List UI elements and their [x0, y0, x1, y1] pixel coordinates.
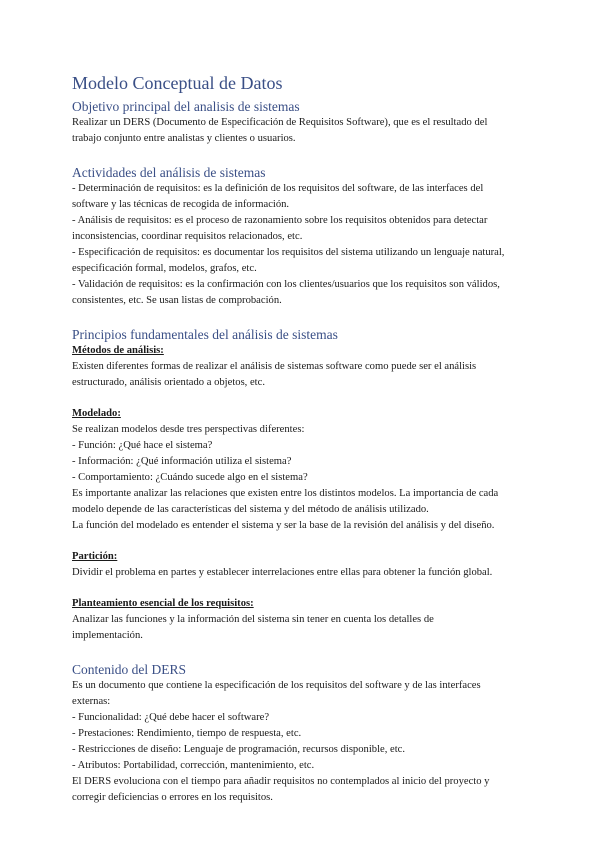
paragraph-line: - Especificación de requisitos: es documentar los requisitos del sistema utilizando un lenguaje natural, [72, 247, 505, 258]
paragraph-line: - Comportamiento: ¿Cuándo sucede algo en el sistema? [72, 472, 308, 483]
paragraph-line: trabajo conjunto entre analistas y clientes o usuarios. [72, 133, 296, 144]
paragraph-line: - Restricciones de diseño: Lenguaje de programación, recursos disponible, etc. [72, 744, 406, 755]
subsection-planteamiento [72, 596, 532, 644]
paragraph-line: inconsistencias, coordinar requisitos relacionados, etc. [72, 231, 303, 242]
paragraph-line: Analizar las funciones y la información del sistema sin tener en cuenta los detalles de [72, 614, 434, 625]
document-title: Modelo Conceptual de Datos [72, 73, 283, 93]
subsection-metodos [72, 343, 532, 391]
subsection-particion [72, 549, 532, 581]
section-objetivo-body [72, 115, 532, 147]
paragraph-line: Es importante analizar las relaciones que existen entre los distintos modelos. La importancia de cada [72, 488, 499, 499]
document-page [72, 72, 532, 806]
paragraph-line: externas: [72, 696, 111, 707]
section-heading-contenido: Contenido del DERS [72, 662, 186, 677]
paragraph-line: - Prestaciones: Rendimiento, tiempo de respuesta, etc. [72, 728, 302, 739]
paragraph-line: El DERS evoluciona con el tiempo para añadir requisitos no contemplados al inicio del proyecto y [72, 776, 490, 787]
paragraph-line: Se realizan modelos desde tres perspectivas diferentes: [72, 424, 305, 435]
paragraph-line: - Información: ¿Qué información utiliza el sistema? [72, 456, 292, 467]
paragraph-line: software y las técnicas de recogida de información. [72, 199, 290, 210]
section-heading-actividades: Actividades del análisis de sistemas [72, 165, 266, 180]
paragraph-line: Realizar un DERS (Documento de Especificación de Requisitos Software), que es el resultado del [72, 117, 488, 128]
subheading-particion: Partición: [72, 551, 118, 562]
section-contenido-body [72, 678, 532, 806]
section-actividades-body [72, 181, 532, 309]
subheading-metodos: Métodos de análisis: [72, 345, 164, 356]
paragraph-line: - Validación de requisitos: es la confirmación con los clientes/usuarios que los requisitos son válidos, [72, 279, 500, 290]
paragraph-line: Es un documento que contiene la especificación de los requisitos del software y de las interfaces [72, 680, 481, 691]
paragraph-line: - Análisis de requisitos: es el proceso de razonamiento sobre los requisitos obtenidos para detectar [72, 215, 488, 226]
paragraph-line: - Función: ¿Qué hace el sistema? [72, 440, 213, 451]
subheading-modelado: Modelado: [72, 408, 121, 419]
paragraph-line: implementación. [72, 630, 143, 641]
paragraph-line: La función del modelado es entender el sistema y ser la base de la revisión del análisis y del diseño. [72, 520, 495, 531]
paragraph-line: estructurado, análisis orientado a objetos, etc. [72, 377, 265, 388]
paragraph-line: - Funcionalidad: ¿Qué debe hacer el software? [72, 712, 270, 723]
paragraph-line: - Atributos: Portabilidad, corrección, mantenimiento, etc. [72, 760, 315, 771]
subsection-modelado [72, 406, 532, 534]
paragraph-line: - Determinación de requisitos: es la definición de los requisitos del software, de las interfaces del [72, 183, 484, 194]
paragraph-line: modelo depende de las características del sistema y del método de análisis utilizado. [72, 504, 429, 515]
paragraph-line: corregir deficiencias o errores en los requisitos. [72, 792, 273, 803]
paragraph-line: Existen diferentes formas de realizar el análisis de sistemas software como puede ser el análisis [72, 361, 477, 372]
section-heading-principios: Principios fundamentales del análisis de sistemas [72, 327, 338, 342]
paragraph-line: especificación formal, modelos, grafos, etc. [72, 263, 257, 274]
section-heading-objetivo: Objetivo principal del analisis de sistemas [72, 99, 300, 114]
paragraph-line: Dividir el problema en partes y establecer interrelaciones entre ellas para obtener la función global. [72, 567, 493, 578]
paragraph-line: consistentes, etc. Se usan listas de comprobación. [72, 295, 282, 306]
subheading-planteamiento: Planteamiento esencial de los requisitos: [72, 598, 254, 609]
